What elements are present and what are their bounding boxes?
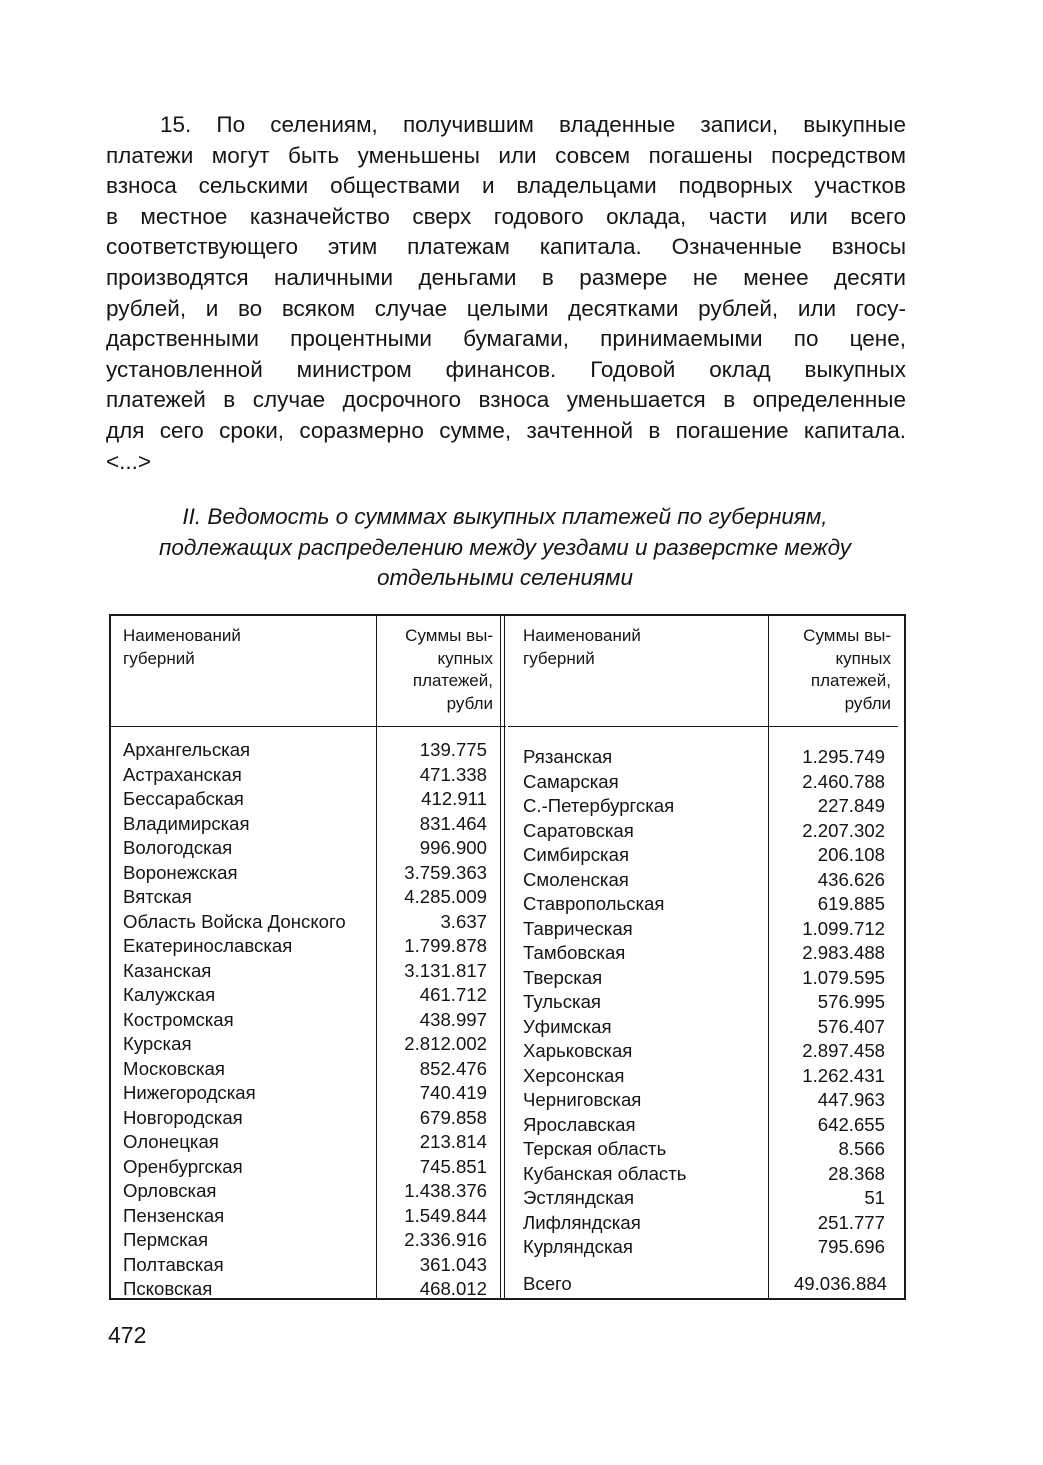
table-row xyxy=(523,1211,885,1236)
table-row xyxy=(123,1253,487,1278)
table-row xyxy=(123,1057,487,1082)
heading-line: отдельными селениями xyxy=(377,565,633,590)
province-name: Курская xyxy=(123,1033,192,1054)
province-name: Херсонская xyxy=(523,1064,625,1086)
table-row xyxy=(123,1155,487,1180)
table-row xyxy=(123,1032,487,1057)
payment-sum: 361.043 xyxy=(419,1253,487,1275)
table-row xyxy=(123,1228,487,1253)
province-name: Курляндская xyxy=(523,1236,633,1257)
paragraph-line: 15. По селениям, получившим владенные записи, выкупные xyxy=(160,112,906,137)
payment-sum: 1.099.712 xyxy=(802,917,885,939)
total-label: Всего xyxy=(523,1273,572,1294)
payment-sum: 996.900 xyxy=(419,837,487,858)
province-name: Ярославская xyxy=(523,1113,636,1135)
heading-line: II. Ведомость о сумммах выкупных платежей по губерниям, xyxy=(182,504,828,529)
payment-sum: 745.851 xyxy=(419,1155,487,1177)
payment-sum: 206.108 xyxy=(817,844,885,865)
payment-sum: 795.696 xyxy=(817,1236,885,1257)
header-name-left xyxy=(123,625,363,670)
payment-sum: 3.637 xyxy=(440,910,487,932)
province-name: Пензенская xyxy=(123,1204,225,1226)
table-row xyxy=(523,794,885,819)
payment-sum: 740.419 xyxy=(419,1082,487,1103)
table-row xyxy=(123,787,487,812)
province-name: Полтавская xyxy=(123,1253,224,1275)
table-row xyxy=(123,836,487,861)
payment-sum: 1.079.595 xyxy=(802,966,885,988)
paragraph-line: взноса сельскими обществами и владельцами подворных участков xyxy=(106,173,906,199)
table-row xyxy=(123,763,487,788)
province-name: Саратовская xyxy=(523,819,634,841)
table-row xyxy=(123,1204,487,1229)
payment-sum: 251.777 xyxy=(817,1211,885,1233)
header-name-right xyxy=(523,625,763,670)
header-text: Суммы вы- xyxy=(405,626,493,645)
header-sum-left xyxy=(379,625,493,715)
header-rule-left xyxy=(111,726,506,727)
header-text: платежей, xyxy=(412,671,493,690)
province-name: Смоленская xyxy=(523,868,629,890)
payment-sum: 679.858 xyxy=(419,1106,487,1128)
header-text: Наименований xyxy=(123,626,241,645)
table-row xyxy=(523,1039,885,1064)
province-name: Бессарабская xyxy=(123,788,244,809)
table-row xyxy=(123,1081,487,1106)
province-name: Уфимская xyxy=(523,1015,612,1037)
heading-line: подлежащих распределению между уездами и разверстке между xyxy=(158,534,852,560)
payment-sum: 1.549.844 xyxy=(404,1204,487,1226)
table-row xyxy=(523,1162,885,1187)
province-name: Вологодская xyxy=(123,837,233,858)
payment-sum: 2.897.458 xyxy=(802,1040,885,1061)
paragraph-line: установленной министром финансов. Годовой оклад выкупных xyxy=(106,356,906,382)
paragraph-line: соответствующего этим платежам капитала. Означенные взносы xyxy=(106,234,906,260)
payment-sum: 139.775 xyxy=(419,739,487,760)
payments-table xyxy=(109,614,906,1300)
payment-sum: 28.368 xyxy=(828,1162,885,1184)
province-name: Костромская xyxy=(123,1008,234,1030)
payment-sum: 471.338 xyxy=(419,763,487,785)
province-name: Тульская xyxy=(523,991,601,1012)
table-row xyxy=(123,861,487,886)
province-name: Пермская xyxy=(123,1229,209,1250)
payment-sum: 576.407 xyxy=(817,1015,885,1037)
table-row xyxy=(523,917,885,942)
table-row xyxy=(123,1106,487,1131)
table-row xyxy=(523,1113,885,1138)
payment-sum: 3.131.817 xyxy=(404,959,487,981)
payment-sum: 1.262.431 xyxy=(802,1064,885,1086)
payment-sum: 436.626 xyxy=(817,868,885,890)
province-name: Вятская xyxy=(123,886,192,907)
payment-sum: 468.012 xyxy=(419,1278,487,1299)
payment-sum: 3.759.363 xyxy=(404,861,487,883)
paragraph-ellipsis: <...> xyxy=(106,448,152,474)
header-text: Суммы вы- xyxy=(803,626,891,645)
paragraph-line: платежей в случае досрочного взноса уменьшается в определенные xyxy=(106,387,906,413)
payment-sum: 412.911 xyxy=(421,788,487,809)
province-name: Астраханская xyxy=(123,763,242,785)
paragraph-line: производятся наличными деньгами в размере не менее десяти xyxy=(106,264,906,290)
table-row xyxy=(123,910,487,935)
left-rows xyxy=(123,738,487,1302)
table-row xyxy=(523,1137,885,1162)
table-row xyxy=(523,1186,885,1211)
header-text: купных xyxy=(437,648,493,668)
table-row xyxy=(123,1277,487,1302)
province-name: Новгородская xyxy=(123,1106,243,1128)
payment-sum: 831.464 xyxy=(419,812,487,834)
province-name: Орловская xyxy=(123,1180,217,1201)
payment-sum: 2.460.788 xyxy=(802,770,885,792)
paragraph-line: рублей, и во всяком случае целыми десятками рублей, или госу- xyxy=(106,295,906,321)
table-row xyxy=(123,1130,487,1155)
payment-sum: 8.566 xyxy=(838,1138,885,1159)
province-name: Владимирская xyxy=(123,812,250,834)
table-row xyxy=(123,959,487,984)
province-name: Эстляндская xyxy=(523,1187,635,1208)
province-name: Кубанская область xyxy=(523,1162,687,1184)
province-name: Самарская xyxy=(523,770,619,792)
paragraph-line: для сего сроки, соразмерно сумме, зачтенной в погашение капитала. xyxy=(106,417,906,443)
province-name: Екатеринославская xyxy=(123,935,293,956)
province-name: Казанская xyxy=(123,959,212,981)
header-rule-right xyxy=(508,726,898,727)
table-row xyxy=(523,966,885,991)
table-row xyxy=(523,892,885,917)
table-row xyxy=(123,983,487,1008)
paragraph-15 xyxy=(106,110,906,477)
payment-sum: 227.849 xyxy=(817,795,885,816)
table-row xyxy=(523,1088,885,1113)
province-name: Олонецкая xyxy=(123,1131,219,1152)
province-name: Псковская xyxy=(123,1278,213,1299)
province-name: Московская xyxy=(123,1057,225,1079)
paragraph-line: дарственными процентными бумагами, принимаемыми по цене, xyxy=(106,326,906,352)
payment-sum: 1.438.376 xyxy=(404,1180,487,1201)
province-name: С.-Петербургская xyxy=(523,795,675,816)
header-text: рубли xyxy=(844,693,891,713)
paragraph-line: в местное казначейство сверх годового оклада, части или всего xyxy=(106,203,906,229)
province-name: Калужская xyxy=(123,984,216,1005)
province-name: Рязанская xyxy=(523,746,613,767)
province-name: Лифляндская xyxy=(523,1211,641,1233)
payment-sum: 642.655 xyxy=(817,1113,885,1135)
table-row xyxy=(123,738,487,763)
payment-sum: 1.799.878 xyxy=(404,935,487,956)
section-heading xyxy=(90,502,920,594)
province-name: Область Войска Донского xyxy=(123,910,346,932)
payment-sum: 438.997 xyxy=(419,1008,487,1030)
province-name: Тамбовская xyxy=(523,942,626,963)
paragraph-line: платежи могут быть уменьшены или совсем погашены посредством xyxy=(106,142,906,168)
table-row xyxy=(523,868,885,893)
table-row xyxy=(123,885,487,910)
payment-sum: 51 xyxy=(864,1187,885,1208)
column-divider-double xyxy=(500,616,505,1298)
table-row xyxy=(123,1008,487,1033)
payment-sum: 2.812.002 xyxy=(404,1033,487,1054)
province-name: Нижегородская xyxy=(123,1082,256,1103)
right-rows xyxy=(523,745,885,1260)
header-sum-right xyxy=(771,625,891,715)
payment-sum: 1.295.749 xyxy=(802,746,885,767)
header-text: Наименований xyxy=(523,626,641,645)
payment-sum: 852.476 xyxy=(419,1057,487,1079)
payment-sum: 4.285.009 xyxy=(404,886,487,907)
table-row xyxy=(123,1179,487,1204)
province-name: Оренбургская xyxy=(123,1155,243,1177)
payment-sum: 2.207.302 xyxy=(802,819,885,841)
page-number: 472 xyxy=(108,1322,147,1348)
table-row xyxy=(123,934,487,959)
province-name: Терская область xyxy=(523,1138,667,1159)
payment-sum: 2.336.916 xyxy=(404,1229,487,1250)
table-row xyxy=(523,941,885,966)
province-name: Воронежская xyxy=(123,861,238,883)
payment-sum: 619.885 xyxy=(817,893,885,914)
province-name: Симбирская xyxy=(523,844,630,865)
table-row xyxy=(523,1064,885,1089)
table-row xyxy=(523,843,885,868)
header-text: рубли xyxy=(446,693,493,713)
province-name: Архангельская xyxy=(123,739,251,760)
table-row xyxy=(523,819,885,844)
table-row xyxy=(523,745,885,770)
payment-sum: 576.995 xyxy=(817,991,885,1012)
table-row xyxy=(523,770,885,795)
header-text: губерний xyxy=(123,648,195,668)
province-name: Харьковская xyxy=(523,1040,633,1061)
header-text: платежей, xyxy=(810,671,891,690)
province-name: Черниговская xyxy=(523,1089,642,1110)
table-row xyxy=(523,1235,885,1260)
province-name: Тверская xyxy=(523,966,603,988)
header-text: губерний xyxy=(523,648,595,668)
province-name: Ставропольская xyxy=(523,893,665,914)
total-value: 49.036.884 xyxy=(793,1273,887,1294)
payment-sum: 2.983.488 xyxy=(802,942,885,963)
payment-sum: 447.963 xyxy=(817,1089,885,1110)
payment-sum: 213.814 xyxy=(419,1131,487,1152)
header-text: купных xyxy=(835,648,891,668)
table-row xyxy=(123,812,487,837)
payment-sum: 461.712 xyxy=(419,984,487,1005)
table-row xyxy=(523,990,885,1015)
table-row xyxy=(523,1015,885,1040)
province-name: Таврическая xyxy=(523,917,633,939)
